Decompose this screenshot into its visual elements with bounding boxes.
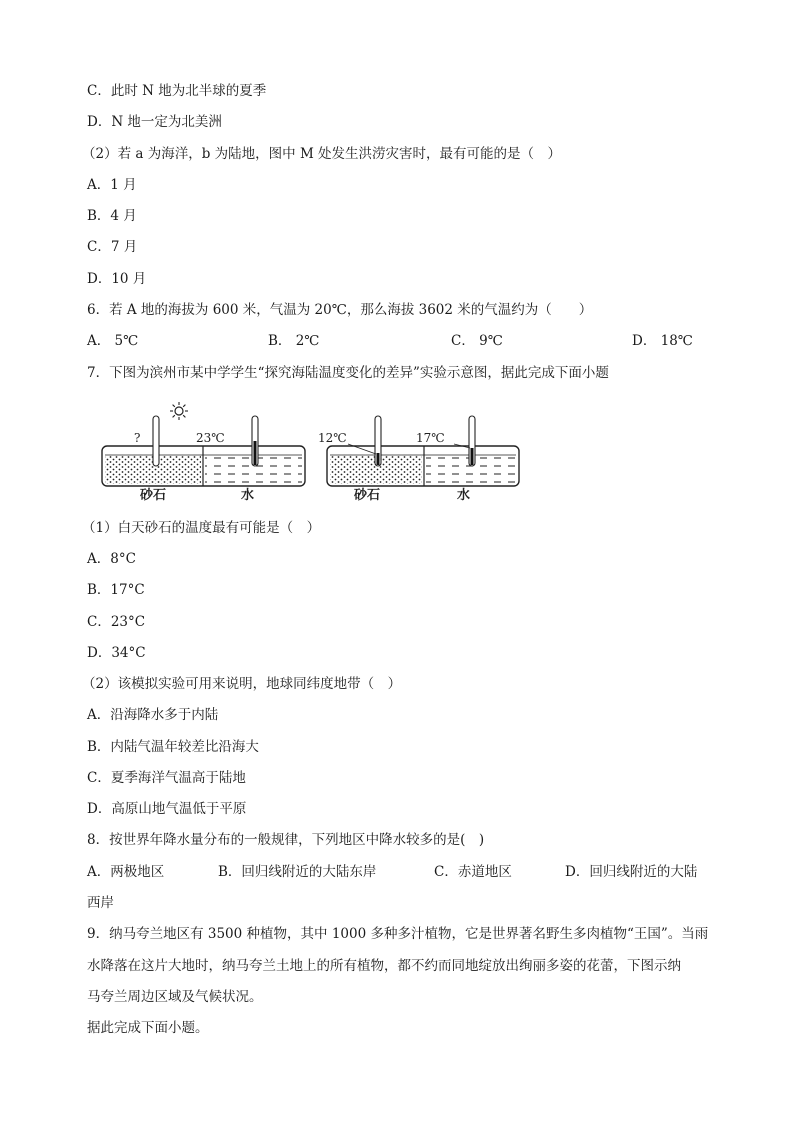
night-thermometer-sand xyxy=(375,416,381,466)
q9-line-4: 据此完成下面小题。 xyxy=(87,1020,209,1036)
q7-stem: 7．下图为滨州市某中学学生“探究海陆温度变化的差异”实验示意图，据此完成下面小题 xyxy=(87,365,609,381)
q6-option-d: D． 18℃ xyxy=(632,333,693,349)
q9-line-3: 马夸兰周边区域及气候状况。 xyxy=(87,989,263,1005)
night-label-water: 水 xyxy=(457,488,471,502)
night-label-sand: 砂石 xyxy=(354,488,381,502)
day-thermometer-sand xyxy=(153,416,159,466)
q6-stem: 6．若 A 地的海拔为 600 米，气温为 20℃，那么海拔 3602 米的气温约为（ ） xyxy=(87,302,593,318)
q8-stem: 8．按世界年降水量分布的一般规律，下列地区中降水较多的是( ) xyxy=(87,832,485,848)
q5-option-c: C．此时 N 地为北半球的夏季 xyxy=(87,83,267,99)
day-tank xyxy=(102,446,305,486)
moon-icon xyxy=(417,408,424,415)
q7-sub2-option-d: D．高原山地气温低于平原 xyxy=(87,801,247,817)
q7-sub1-stem: （1）白天砂石的温度最有可能是（ ） xyxy=(82,520,321,536)
q5-option-d: D．N 地一定为北美洲 xyxy=(87,114,222,130)
q5-sub2-option-a: A．1 月 xyxy=(87,177,137,193)
day-label-sand: 砂石 xyxy=(140,488,167,502)
q8-option-d-wrap: 西岸 xyxy=(87,895,114,911)
q8-option-d: D．回归线附近的大陆 xyxy=(565,864,698,880)
q7-sub1-option-a: A．8°C xyxy=(87,551,136,567)
q7-sub1-option-b: B．17°C xyxy=(87,582,145,598)
q9-line-2: 水降落在这片大地时，纳马夸兰土地上的所有植物，都不约而同地绽放出绚丽多姿的花蕾，下图示纳 xyxy=(87,958,681,974)
q5-sub2-option-c: C．7 月 xyxy=(87,239,138,255)
q7-experiment-diagram xyxy=(100,398,520,502)
q7-sub2-stem: （2）该模拟实验可用来说明，地球同纬度地带（ ） xyxy=(82,676,402,692)
q6-option-b: B． 2℃ xyxy=(268,333,320,349)
night-water-reading: 17℃ xyxy=(416,431,445,445)
q8-option-c: C．赤道地区 xyxy=(434,864,512,880)
q8-option-b: B．回归线附近的大陆东岸 xyxy=(218,864,377,880)
night-sand-reading: 12℃ xyxy=(318,431,347,445)
q6-option-c: C． 9℃ xyxy=(451,333,503,349)
day-thermometer-water xyxy=(252,416,258,466)
q7-sub1-option-d: D．34°C xyxy=(87,645,146,661)
q5-sub2-option-b: B．4 月 xyxy=(87,208,137,224)
day-water-reading: 23℃ xyxy=(196,431,225,445)
night-thermometer-water xyxy=(469,416,475,466)
night-tank xyxy=(327,446,519,486)
q5-sub2-option-d: D．10 月 xyxy=(87,271,147,287)
q5-sub2-stem: （2）若 a 为海洋，b 为陆地，图中 M 处发生洪涝灾害时，最有可能的是（ ） xyxy=(82,146,562,162)
sun-icon xyxy=(170,402,188,420)
q8-option-a: A．两极地区 xyxy=(87,864,165,880)
day-sand-reading: ? xyxy=(134,431,141,445)
q7-sub2-option-a: A．沿海降水多于内陆 xyxy=(87,707,219,723)
q7-sub1-option-c: C．23°C xyxy=(87,614,146,630)
q9-line-1: 9．纳马夸兰地区有 3500 种植物，其中 1000 多种多汁植物，它是世界著名野生多肉植物“王国”。当雨 xyxy=(87,926,709,942)
q7-sub2-option-c: C．夏季海洋气温高于陆地 xyxy=(87,770,246,786)
q6-option-a: A． 5℃ xyxy=(87,333,139,349)
q7-sub2-option-b: B．内陆气温年较差比沿海大 xyxy=(87,739,259,755)
day-label-water: 水 xyxy=(241,488,255,502)
